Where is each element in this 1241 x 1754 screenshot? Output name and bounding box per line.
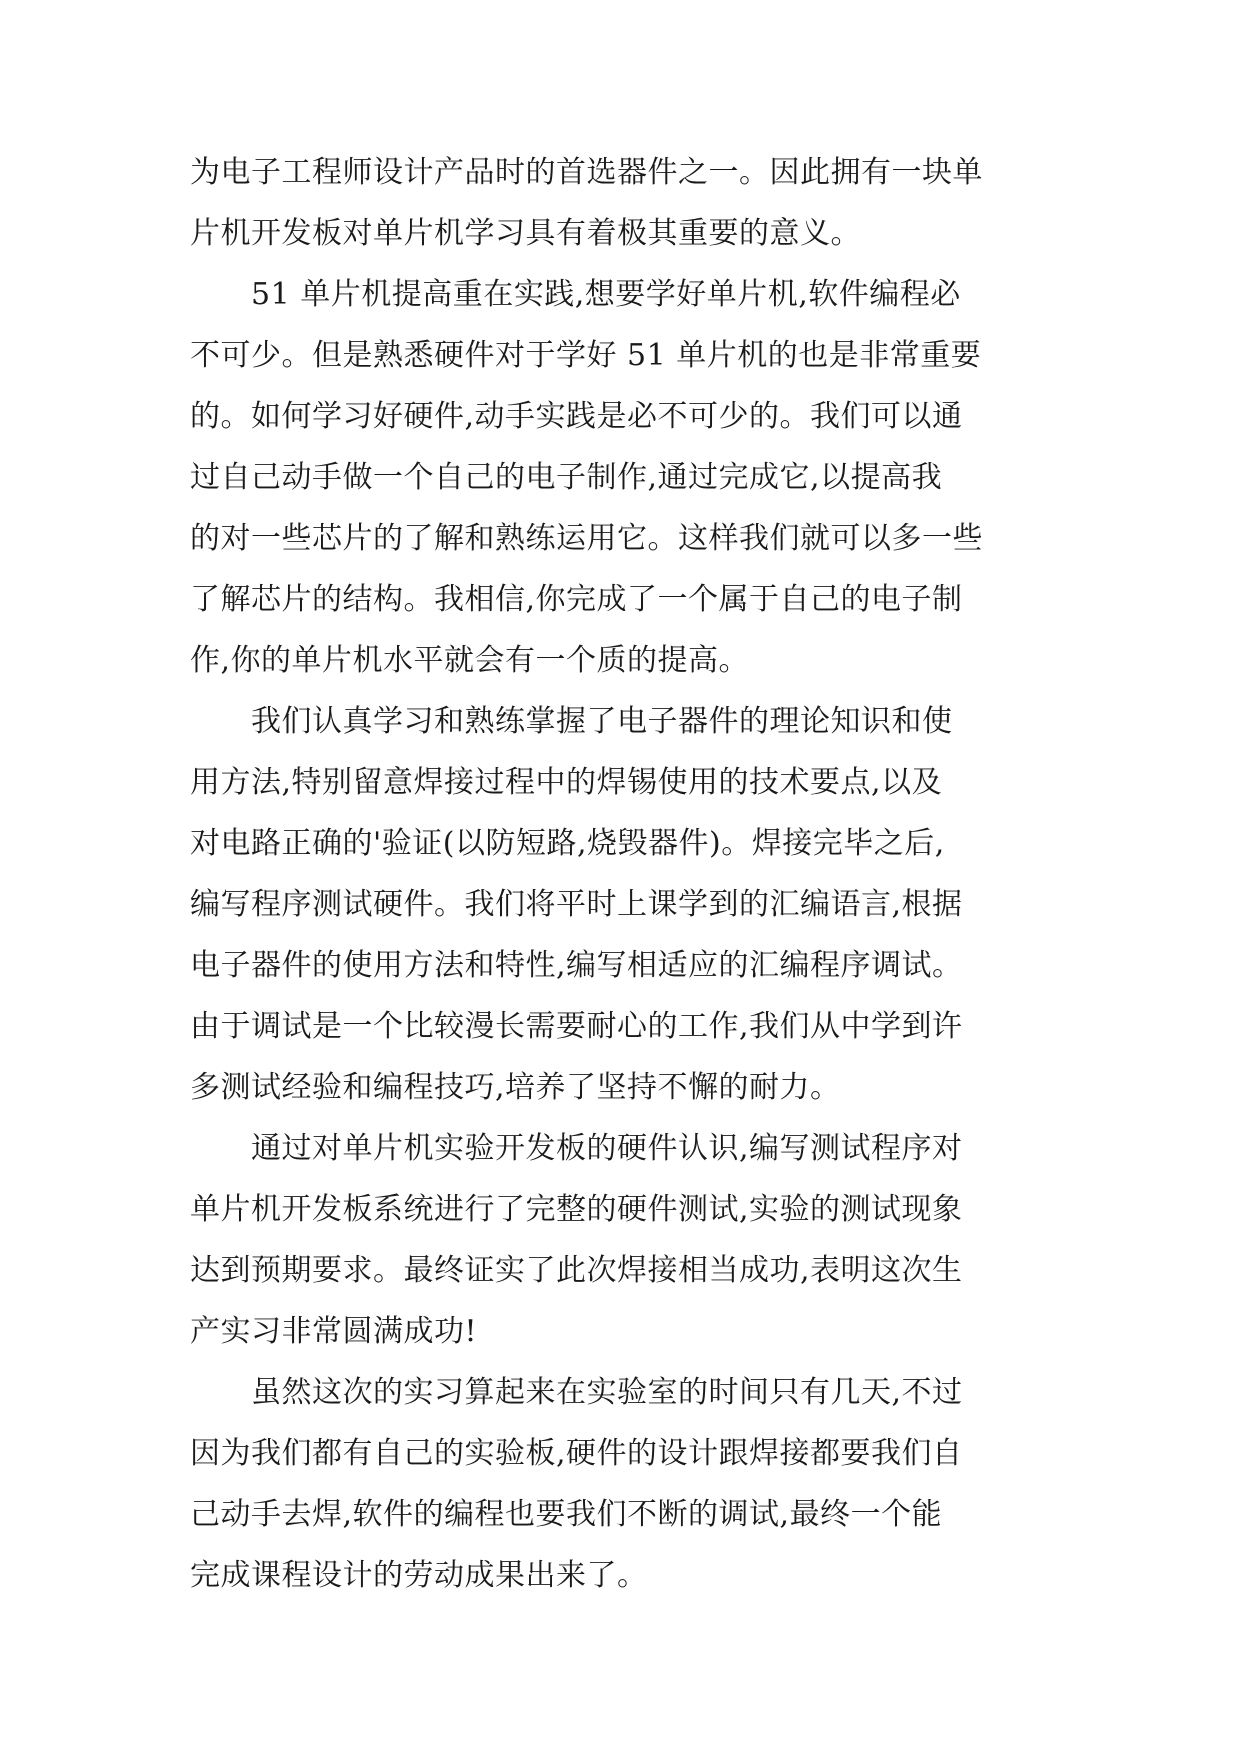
text-line: 多测试经验和编程技巧,培养了坚持不懈的耐力。 <box>190 1070 841 1105</box>
text-line: 完成课程设计的劳动成果出来了。 <box>190 1558 648 1593</box>
text-line: 了解芯片的结构。我相信,你完成了一个属于自己的电子制 <box>190 582 963 617</box>
text-line: 过自己动手做一个自己的电子制作,通过完成它,以提高我 <box>190 460 943 495</box>
text-line: 产实习非常圆满成功! <box>190 1314 478 1349</box>
text-line: 51 单片机提高重在实践,想要学好单片机,软件编程必 <box>190 277 961 312</box>
text-line: 对电路正确的'验证(以防短路,烧毁器件)。焊接完毕之后, <box>190 826 945 861</box>
text-line: 作,你的单片机水平就会有一个质的提高。 <box>190 643 750 678</box>
text-line: 单片机开发板系统进行了完整的硬件测试,实验的测试现象 <box>190 1192 963 1227</box>
text-line: 不可少。但是熟悉硬件对于学好 51 单片机的也是非常重要 <box>190 338 982 373</box>
text-line: 的对一些芯片的了解和熟练运用它。这样我们就可以多一些 <box>190 521 983 556</box>
paragraph-2 <box>190 277 1060 678</box>
text-line: 虽然这次的实习算起来在实验室的时间只有几天,不过 <box>190 1375 963 1410</box>
text-line: 因为我们都有自己的实验板,硬件的设计跟焊接都要我们自 <box>190 1436 963 1471</box>
text-line: 的。如何学习好硬件,动手实践是必不可少的。我们可以通 <box>190 399 963 434</box>
paragraph-5 <box>190 1375 1060 1593</box>
document-body <box>190 155 1060 1622</box>
text-line: 编写程序测试硬件。我们将平时上课学到的汇编语言,根据 <box>190 887 963 922</box>
text-line: 通过对单片机实验开发板的硬件认识,编写测试程序对 <box>190 1131 963 1166</box>
text-line: 由于调试是一个比较漫长需要耐心的工作,我们从中学到许 <box>190 1009 963 1044</box>
text-line: 达到预期要求。最终证实了此次焊接相当成功,表明这次生 <box>190 1253 963 1288</box>
text-line: 电子器件的使用方法和特性,编写相适应的汇编程序调试。 <box>190 948 963 983</box>
text-line: 己动手去焊,软件的编程也要我们不断的调试,最终一个能 <box>190 1497 943 1532</box>
paragraph-3 <box>190 704 1060 1105</box>
paragraph-4 <box>190 1131 1060 1349</box>
text-line: 为电子工程师设计产品时的首选器件之一。因此拥有一块单 <box>190 155 983 190</box>
text-line: 片机开发板对单片机学习具有着极其重要的意义。 <box>190 216 861 251</box>
text-line: 我们认真学习和熟练掌握了电子器件的理论知识和使 <box>190 704 953 739</box>
paragraph-1 <box>190 155 1060 251</box>
text-line: 用方法,特别留意焊接过程中的焊锡使用的技术要点,以及 <box>190 765 943 800</box>
